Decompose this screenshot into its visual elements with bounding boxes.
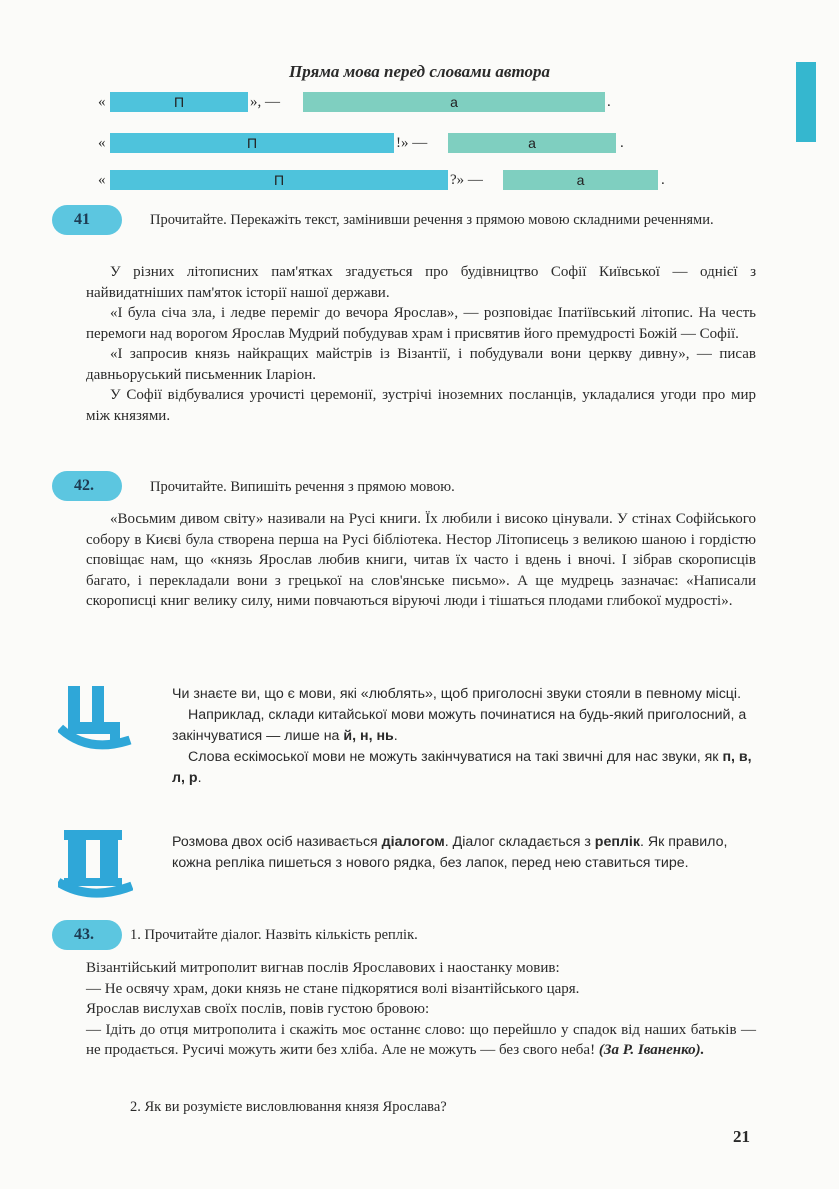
scheme-close: », —: [250, 94, 280, 110]
dialog-line: — Ідіть до отця митрополита і скажіть моє останнє слово: що перейшло у спадок від наших батьків — не продається. Русичі можуть жити без хліба. Але не можуть — без свого неба! (За Р. Іваненко).: [86, 1021, 756, 1058]
exercise-41-badge: 41: [52, 205, 122, 235]
scheme-block-a: а: [303, 92, 605, 112]
exercise-41-text: [86, 262, 756, 426]
scheme-open-quote: «: [98, 172, 106, 188]
scheme-open-quote: «: [98, 94, 106, 110]
paragraph: Наприклад, склади китайської мови можуть починатися на будь-який приголосний, а закінчуватися — лише на й, н, нь.: [172, 707, 747, 744]
exercise-43-badge: 43.: [52, 920, 122, 950]
paragraph: «І була січа зла, і ледве переміг до вечора Ярослав», — розповідає Іпатіївський літопис. На честь перемоги над ворогом Ярослав Мудрий побудував храм і присвятив його премудрості Божій — Софії.: [86, 305, 756, 342]
remember-icon: [58, 828, 133, 898]
scheme-block-p: П: [110, 170, 448, 190]
exercise-42-text: [86, 509, 756, 612]
paragraph: Чи знаєте ви, що є мови, які «люблять», щоб приголосні звуки стояли в певному місці.: [172, 686, 742, 702]
scheme-close: !» —: [396, 135, 428, 151]
exercise-42-badge: 42.: [52, 471, 122, 501]
scheme-end: .: [607, 94, 611, 110]
page-number: 21: [733, 1127, 750, 1146]
paragraph: Слова ескімоської мови не можуть закінчуватися на такі звичні для нас звуки, як п, в, л, р.: [172, 749, 752, 786]
scheme-open-quote: «: [98, 135, 106, 151]
dialog-line: Візантійський митрополит вигнав послів Ярославових і наостанку мовив:: [86, 960, 560, 976]
scheme-end: .: [620, 135, 624, 151]
scheme-end: .: [661, 172, 665, 188]
paragraph: «І запросив князь найкращих майстрів із Візантії, і побудували вони церкву дивну», — писав давньоруський письменник Іларіон.: [86, 346, 756, 383]
paragraph: «Восьмим дивом світу» називали на Русі книги. Їх любили і високо цінували. У стінах Софійського собору в Києві була створена перша на Русі бібліотека. Нестор Літописець з великою шаною і гордістю сповіщає нам, що «князь Ярослав любив книги, читав їх часто і вдень і вночі. І зібрав скорописців багато, і перекладали вони з грецької на слов'янське письмо». А ще мудрець зазначає: «Написали скорописці книг велику силу, ними повчаються віруючі люди і тішаться плодами глибокої мудрості».: [86, 511, 756, 609]
remember-text: [172, 832, 756, 874]
exercise-42-task: Прочитайте. Випишіть речення з прямою мовою.: [150, 479, 455, 495]
dialog-line: — Не освячу храм, доки князь не стане підкорятися волі візантійського царя.: [86, 980, 580, 997]
exercise-43-dialog: [86, 958, 756, 1061]
paragraph: Розмова двох осіб називається діалогом. Діалог складається з реплік. Як правило, кожна репліка пишеться з нового рядка, без лапок, перед нею ставиться тире.: [172, 834, 728, 871]
scheme-block-a: а: [503, 170, 658, 190]
exercise-43-task-2: 2. Як ви розумієте висловлювання князя Ярослава?: [130, 1099, 447, 1115]
dialog-line: Ярослав вислухав своїх послів, повів густою бровою:: [86, 1001, 430, 1017]
scheme-block-p: П: [110, 133, 394, 153]
paragraph: У Софії відбувалися урочисті церемонії, зустрічі іноземних посланців, укладалися угоди про мир між князями.: [86, 387, 756, 424]
interesting-icon: [58, 682, 133, 752]
exercise-43-task: 1. Прочитайте діалог. Назвіть кількість реплік.: [130, 927, 418, 943]
interesting-text: [172, 684, 756, 789]
scheme-block-a: а: [448, 133, 616, 153]
scheme-block-p: П: [110, 92, 248, 112]
paragraph: У різних літописних пам'ятках згадується про будівництво Софії Київської — однієї з найвидатніших пам'яток історії нашої держави.: [86, 264, 756, 301]
scheme-close: ?» —: [450, 172, 483, 188]
exercise-41-task: Прочитайте. Перекажіть текст, замінивши речення з прямою мовою складними реченнями.: [150, 212, 714, 228]
scheme-title: Пряма мова перед словами автора: [288, 62, 551, 81]
